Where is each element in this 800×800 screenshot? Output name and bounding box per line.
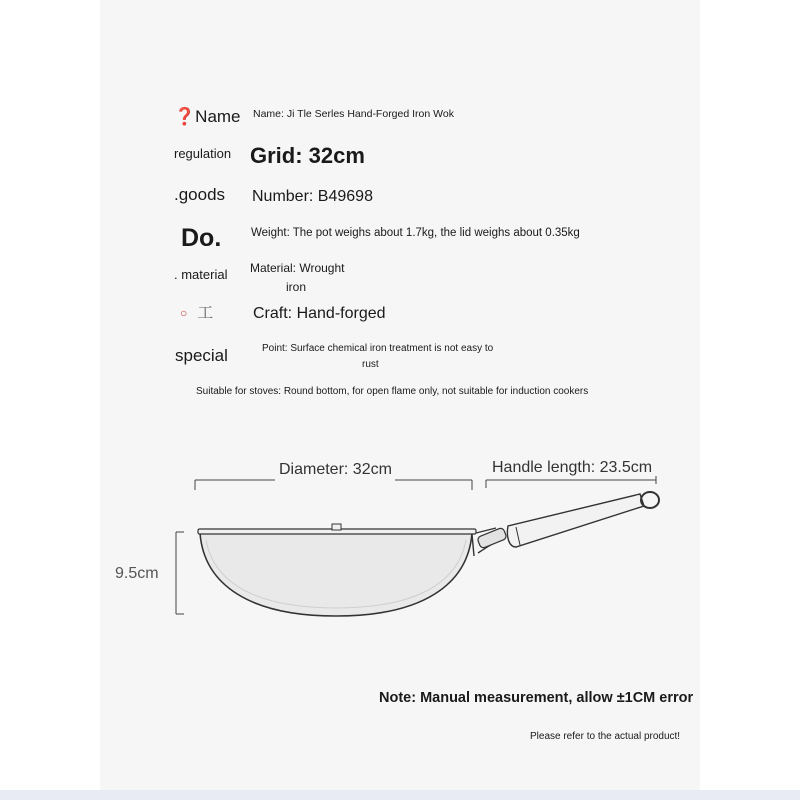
dimension-diameter: Diameter: 32cm bbox=[279, 461, 392, 478]
refer-note: Please refer to the actual product! bbox=[530, 731, 681, 742]
label-goods: .goods bbox=[174, 185, 226, 204]
value-material-line1: Material: Wrought bbox=[250, 261, 345, 275]
value-craft: Craft: Hand-forged bbox=[253, 305, 386, 322]
dimension-handle-length: Handle length: 23.5cm bbox=[492, 459, 653, 476]
bullet-circle-icon: ○ bbox=[180, 306, 188, 321]
label-regulation: regulation bbox=[174, 146, 232, 161]
value-number: Number: B49698 bbox=[252, 188, 373, 205]
value-material-line2: iron bbox=[286, 280, 307, 294]
value-grid: Grid: 32cm bbox=[250, 143, 365, 168]
value-stoves: Suitable for stoves: Round bottom, for open flame only, not suitable for induction cookers bbox=[196, 386, 589, 397]
wok-body bbox=[200, 533, 472, 616]
label-name: ❓Name bbox=[174, 107, 241, 126]
value-point-line1: Point: Surface chemical iron treatment is not easy to bbox=[262, 343, 494, 354]
label-craft-text: 工 bbox=[197, 305, 214, 322]
handle-grip bbox=[507, 494, 644, 547]
handle-connector bbox=[477, 527, 507, 549]
value-point-line2: rust bbox=[362, 359, 379, 370]
lid-knob bbox=[332, 524, 341, 530]
value-weight: Weight: The pot weighs about 1.7kg, the lid weighs about 0.35kg bbox=[251, 227, 580, 239]
value-name: Name: Ji Tle Serles Hand-Forged Iron Wok bbox=[253, 108, 454, 120]
height-dimension-line bbox=[176, 532, 184, 614]
measurement-note: Note: Manual measurement, allow ±1CM error bbox=[379, 690, 694, 706]
diameter-dimension-line bbox=[195, 480, 472, 490]
label-do: Do. bbox=[181, 224, 222, 252]
handle-dimension-line bbox=[486, 476, 656, 488]
hanging-ring-icon bbox=[641, 492, 659, 508]
label-special: special bbox=[175, 346, 228, 365]
label-material: . material bbox=[174, 267, 228, 282]
dimension-height: 9.5cm bbox=[115, 565, 159, 582]
